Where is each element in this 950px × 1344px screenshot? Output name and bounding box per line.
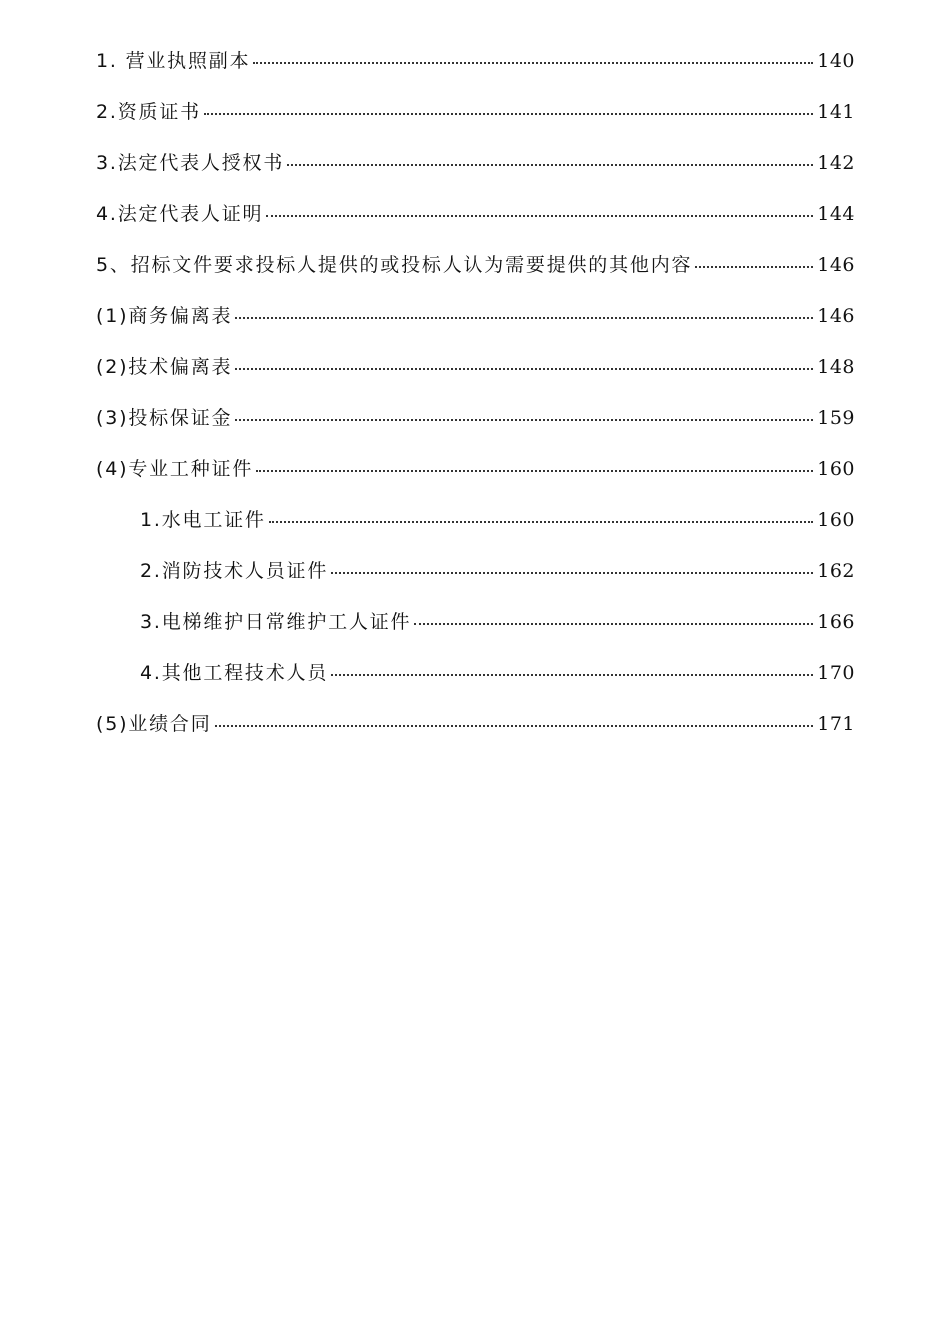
toc-entry[interactable] xyxy=(96,250,855,301)
toc-entry-title: 2.消防技术人员证件 xyxy=(140,560,329,582)
toc-dot-leader xyxy=(235,368,813,370)
toc-subentry[interactable] xyxy=(96,556,855,607)
toc-entry-title: (2)技术偏离表 xyxy=(96,356,233,378)
toc-dot-leader xyxy=(215,725,814,727)
toc-entry-title: (3)投标保证金 xyxy=(96,407,233,429)
toc-dot-leader xyxy=(253,62,813,64)
toc-entry-title: 5、招标文件要求投标人提供的或投标人认为需要提供的其他内容 xyxy=(96,254,693,276)
toc-entry-title: 1. 营业执照副本 xyxy=(96,50,251,72)
toc-entry[interactable] xyxy=(96,454,855,505)
toc-entry-page: 160 xyxy=(817,509,855,531)
toc-entry-page: 160 xyxy=(817,458,855,480)
toc-entry[interactable] xyxy=(96,46,855,97)
toc-subentry[interactable] xyxy=(96,505,855,556)
toc-entry-title: 1.水电工证件 xyxy=(140,509,266,531)
toc-dot-leader xyxy=(235,419,813,421)
toc-entry-page: 146 xyxy=(817,305,855,327)
toc-entry-page: 159 xyxy=(817,407,855,429)
toc-entry-page: 162 xyxy=(817,560,855,582)
toc-dot-leader xyxy=(414,623,813,625)
toc-entry[interactable] xyxy=(96,148,855,199)
toc-entry-page: 142 xyxy=(817,152,855,174)
toc-entry-title: (4)专业工种证件 xyxy=(96,458,254,480)
toc-dot-leader xyxy=(331,674,813,676)
toc-dot-leader xyxy=(256,470,813,472)
toc-entry[interactable] xyxy=(96,352,855,403)
toc-entry-title: 3.法定代表人授权书 xyxy=(96,152,285,174)
toc-dot-leader xyxy=(235,317,813,319)
toc-dot-leader xyxy=(269,521,814,523)
toc-subentry[interactable] xyxy=(96,658,855,709)
toc-dot-leader xyxy=(287,164,813,166)
table-of-contents xyxy=(96,46,855,760)
toc-entry-title: (1)商务偏离表 xyxy=(96,305,233,327)
toc-entry[interactable] xyxy=(96,709,855,760)
toc-entry-page: 144 xyxy=(817,203,855,225)
toc-entry[interactable] xyxy=(96,301,855,352)
toc-entry-title: 3.电梯维护日常维护工人证件 xyxy=(140,611,412,633)
toc-entry[interactable] xyxy=(96,199,855,250)
toc-dot-leader xyxy=(331,572,813,574)
toc-dot-leader xyxy=(695,266,813,268)
toc-entry-page: 166 xyxy=(817,611,855,633)
toc-dot-leader xyxy=(266,215,813,217)
toc-entry-page: 171 xyxy=(817,713,855,735)
toc-entry-title: 2.资质证书 xyxy=(96,101,201,123)
toc-entry-page: 148 xyxy=(817,356,855,378)
toc-subentry[interactable] xyxy=(96,607,855,658)
toc-entry-title: 4.其他工程技术人员 xyxy=(140,662,329,684)
toc-entry-title: (5)业绩合同 xyxy=(96,713,212,735)
toc-entry-page: 140 xyxy=(817,50,855,72)
toc-entry-page: 141 xyxy=(817,101,855,123)
toc-entry-title: 4.法定代表人证明 xyxy=(96,203,264,225)
toc-entry[interactable] xyxy=(96,403,855,454)
toc-entry[interactable] xyxy=(96,97,855,148)
toc-dot-leader xyxy=(204,113,813,115)
toc-entry-page: 170 xyxy=(817,662,855,684)
toc-entry-page: 146 xyxy=(817,254,855,276)
